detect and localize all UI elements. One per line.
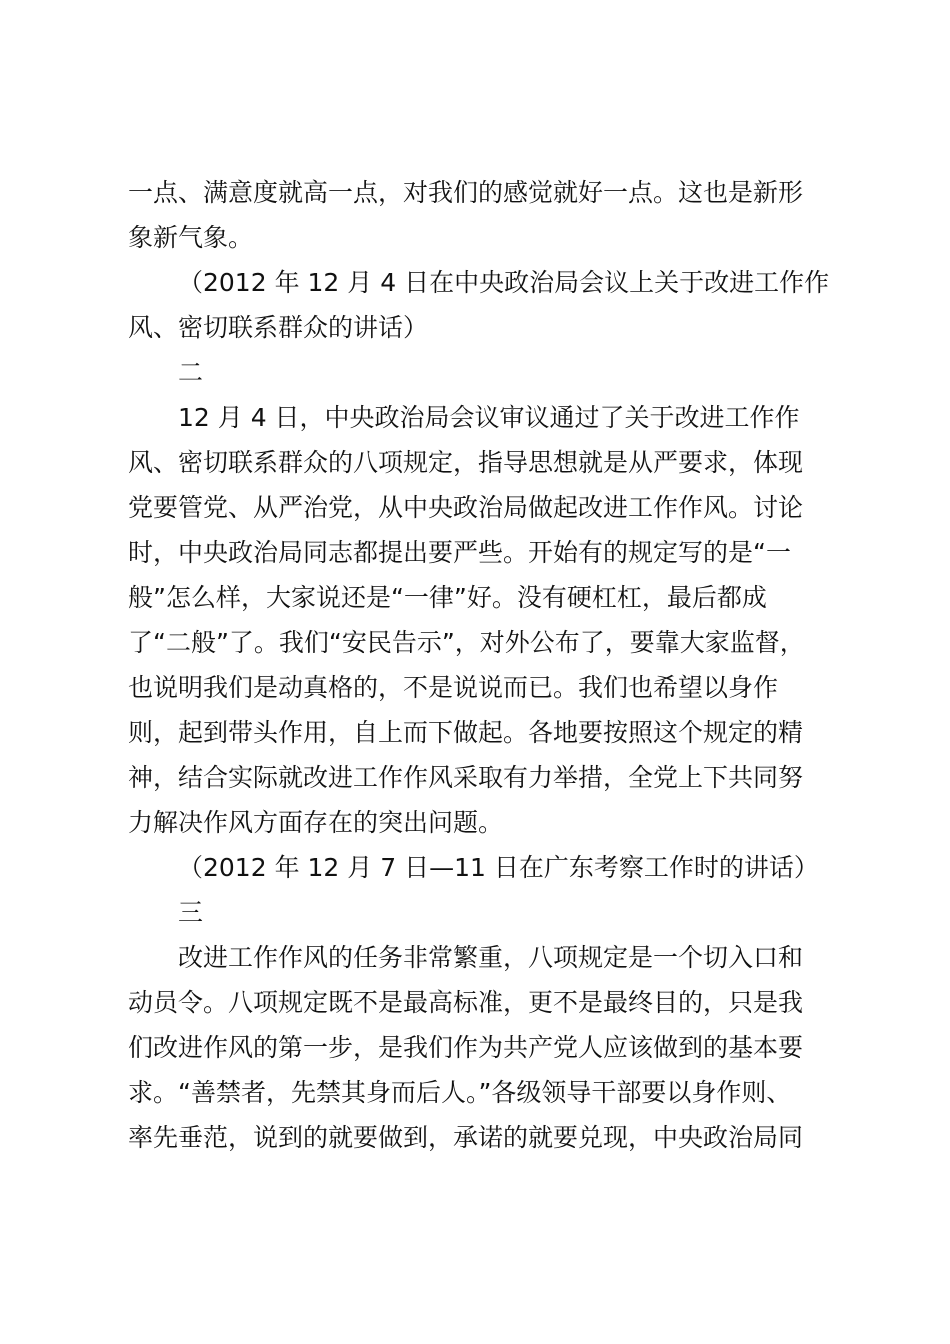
source-citation: 风、密切联系群众的讲话）: [128, 313, 429, 342]
text-line: 风、密切联系群众的八项规定，指导思想就是从严要求，体现: [128, 448, 804, 477]
source-citation: （2012 年 12 月 4 日在中央政治局会议上关于改进工作作: [178, 268, 830, 297]
text-line: 党要管党、从严治党，从中央政治局做起改进工作作风。讨论: [128, 493, 804, 522]
text-line: 们改进作风的第一步，是我们作为共产党人应该做到的基本要: [128, 1033, 804, 1062]
text-line: 则，起到带头作用，自上而下做起。各地要按照这个规定的精: [128, 718, 804, 747]
text-line: 神，结合实际就改进工作作风采取有力举措，全党上下共同努: [128, 763, 804, 792]
text-line: 求。“善禁者，先禁其身而后人。”各级领导干部要以身作则、: [128, 1078, 792, 1107]
text-line: 象新气象。: [128, 223, 254, 252]
text-line: 改进工作作风的任务非常繁重，八项规定是一个切入口和: [178, 943, 804, 972]
text-line: 也说明我们是动真格的，不是说说而已。我们也希望以身作: [128, 673, 779, 702]
text-line: 力解决作风方面存在的突出问题。: [128, 808, 504, 837]
section-number: 三: [178, 898, 204, 927]
text-line: 一点、满意度就高一点，对我们的感觉就好一点。这也是新形: [128, 178, 804, 207]
text-line: 率先垂范，说到的就要做到，承诺的就要兑现，中央政治局同: [128, 1123, 804, 1152]
section-number: 二: [178, 358, 204, 387]
text-line: 了“二般”了。我们“安民告示”，对外公布了，要靠大家监督，: [128, 628, 805, 657]
source-citation: （2012 年 12 月 7 日—11 日在广东考察工作时的讲话）: [178, 853, 819, 882]
text-line: 般”怎么样，大家说还是“一律”好。没有硬杠杠，最后都成: [128, 583, 767, 612]
text-line: 12 月 4 日，中央政治局会议审议通过了关于改进工作作: [178, 403, 800, 432]
text-line: 时，中央政治局同志都提出要严些。开始有的规定写的是“一: [128, 538, 791, 567]
text-line: 动员令。八项规定既不是最高标准，更不是最终目的，只是我: [128, 988, 804, 1017]
